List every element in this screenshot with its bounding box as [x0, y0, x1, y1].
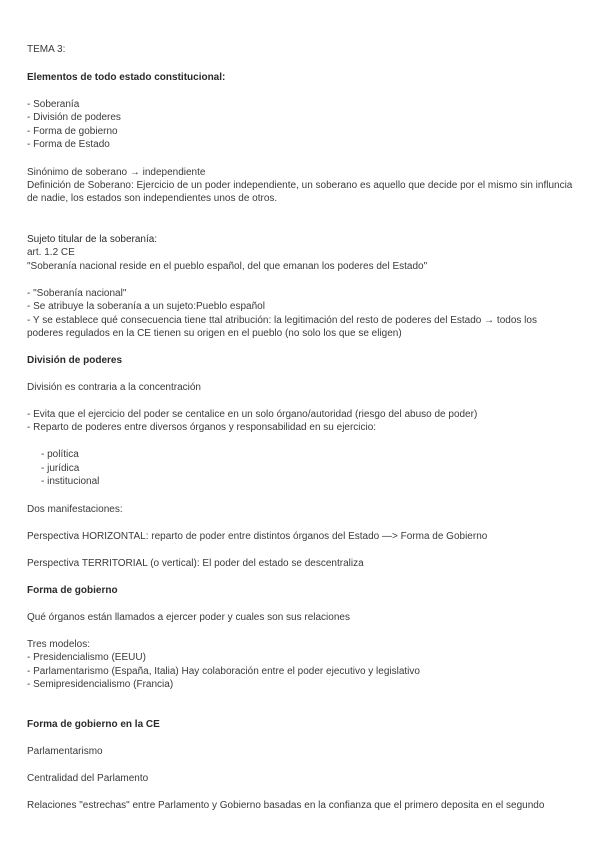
forma-ce-line: Relaciones "estrechas" entre Parlamento y Gobierno basadas en la confianza que el primero deposita en el segundo — [27, 800, 545, 811]
tema-label: TEMA 3: — [27, 44, 66, 55]
forma-model: - Parlamentarismo (España, Italia) Hay colaboración entre el poder ejecutivo y legislativo — [27, 666, 420, 677]
division-line: División es contraria a la concentración — [27, 382, 201, 393]
elementos-item: - Forma de gobierno — [27, 126, 118, 137]
forma-heading: Forma de gobierno — [27, 585, 118, 596]
sujeto-bullet: - Se atribuye la soberanía a un sujeto:Pueblo español — [27, 301, 265, 312]
soberano-definition-cont: de nadie, los estados son independientes unos de otros. — [27, 193, 278, 204]
forma-ce-heading: Forma de gobierno en la CE — [27, 719, 160, 730]
division-line: - Reparto de poderes entre diversos órganos y responsabilidad en su ejercicio: — [27, 422, 377, 433]
soberano-definition: Definición de Soberano: Ejercicio de un poder independiente, un soberano es aquello que decide por el mismo sin influncia — [27, 180, 573, 191]
soberano-synonym: Sinónimo de soberano → independiente — [27, 167, 206, 178]
division-sub-item: - jurídica — [41, 463, 80, 474]
sujeto-bullet: - "Soberanía nacional" — [27, 288, 127, 299]
elementos-item: - División de poderes — [27, 112, 121, 123]
division-heading: División de poderes — [27, 355, 123, 366]
division-line: Dos manifestaciones: — [27, 504, 123, 515]
sujeto-quote: "Soberanía nacional reside en el pueblo español, del que emanan los poderes del Estado" — [27, 261, 428, 272]
sujeto-article: art. 1.2 CE — [27, 247, 75, 258]
forma-ce-line: Parlamentarismo — [27, 746, 103, 757]
forma-model: - Semipresidencialismo (Francia) — [27, 679, 174, 690]
elementos-heading: Elementos de todo estado constitucional: — [27, 72, 226, 83]
division-sub-item: - política — [41, 449, 79, 460]
division-line: - Evita que el ejercicio del poder se centalice en un solo órgano/autoridad (riesgo del abuso de poder) — [27, 409, 478, 420]
sujeto-bullet: - Y se establece qué consecuencia tiene ttal atribución: la legitimación del resto de poderes del Estado → todos los — [27, 315, 537, 326]
sujeto-bullet-cont: poderes regulados en la CE tienen su origen en el pueblo (no solo los que se eligen) — [27, 328, 402, 339]
sujeto-heading: Sujeto titular de la soberanía: — [27, 234, 158, 245]
elementos-item: - Forma de Estado — [27, 139, 110, 150]
forma-line: Tres modelos: — [27, 639, 90, 650]
forma-model: - Presidencialismo (EEUU) — [27, 652, 146, 663]
forma-line: Qué órganos están llamados a ejercer poder y cuales son sus relaciones — [27, 612, 350, 623]
forma-ce-line: Centralidad del Parlamento — [27, 773, 149, 784]
elementos-item: - Soberanía — [27, 99, 80, 110]
division-line: Perspectiva TERRITORIAL (o vertical): El poder del estado se descentraliza — [27, 558, 364, 569]
division-line: Perspectiva HORIZONTAL: reparto de poder entre distintos órganos del Estado —> Forma de Gobierno — [27, 531, 488, 542]
division-sub-item: - institucional — [41, 476, 100, 487]
